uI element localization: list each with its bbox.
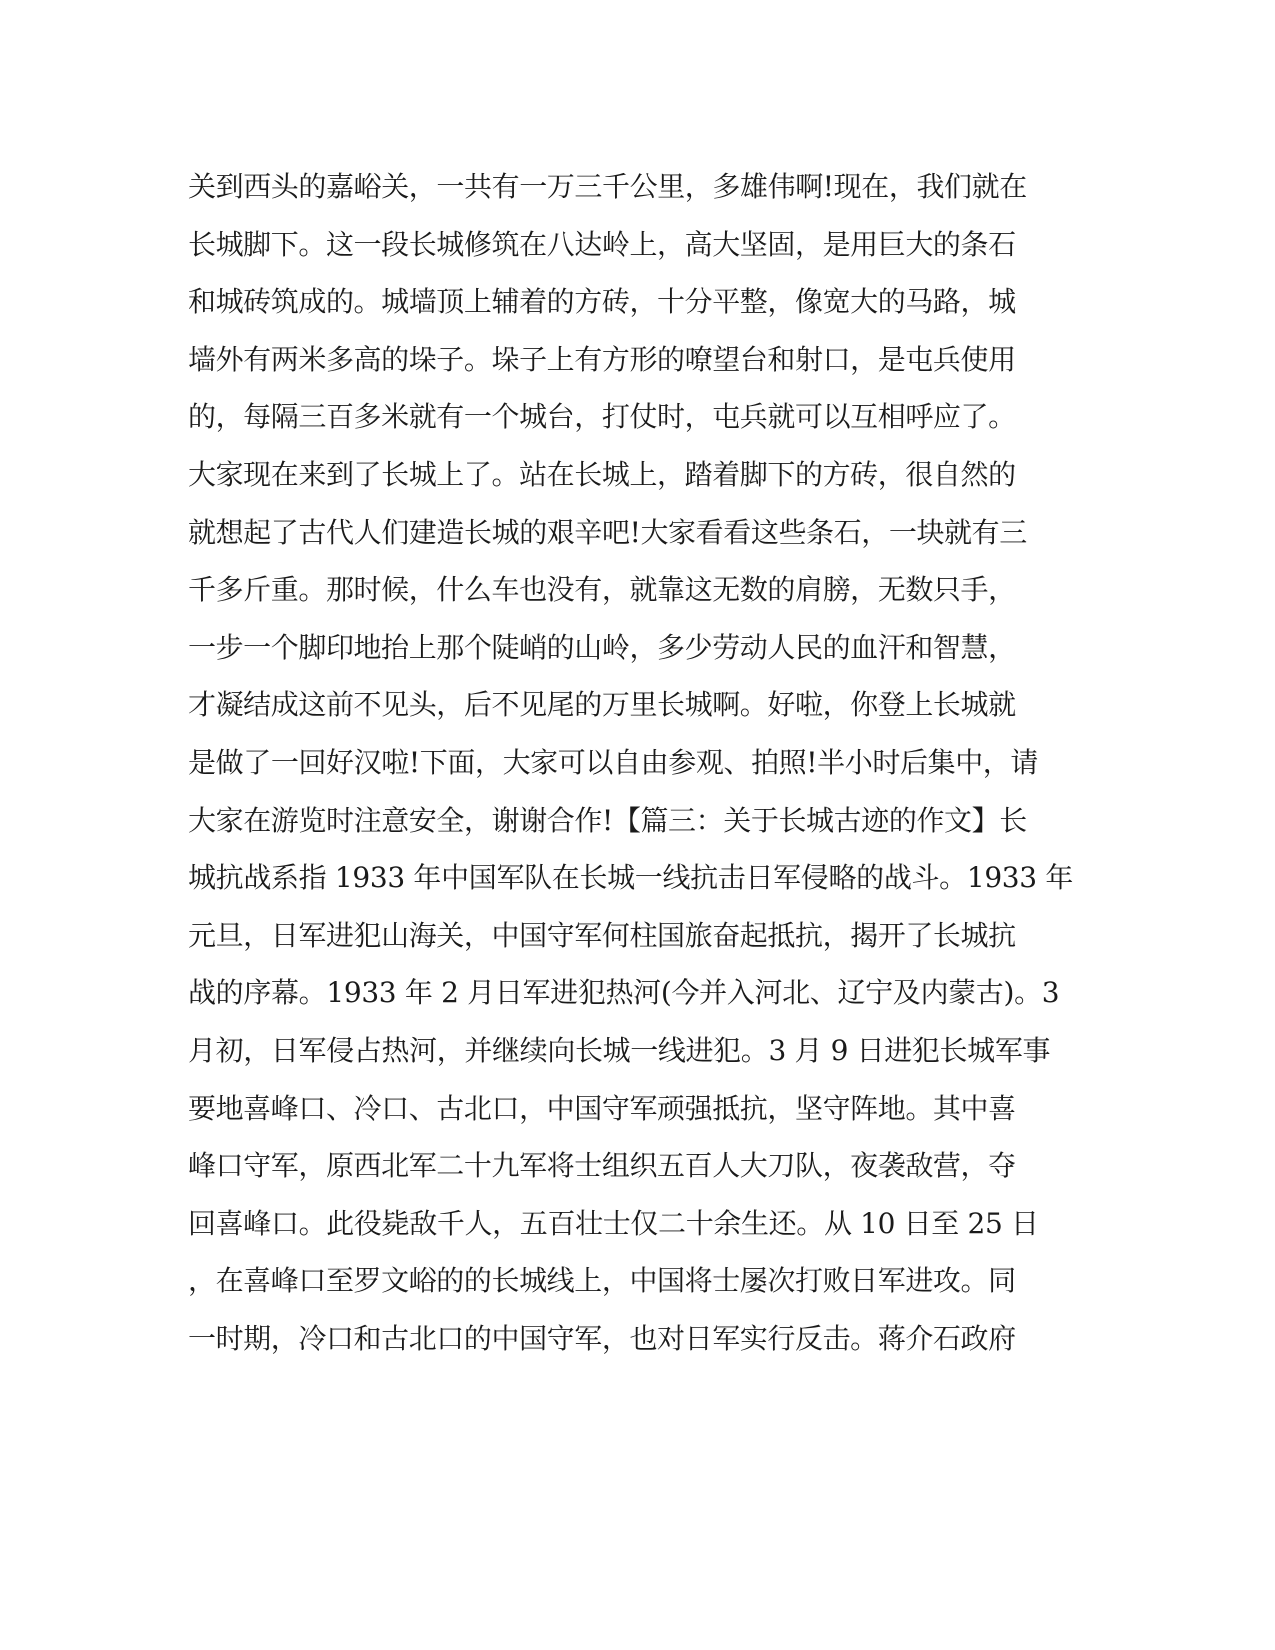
text-line: 是做了一回好汉啦!下面，大家可以自由参观、拍照!半小时后集中，请	[188, 745, 1039, 779]
text-line: 一时期，冷口和古北口的中国守军，也对日军实行反击。蒋介石政府	[188, 1321, 1016, 1355]
text-line: 的，每隔三百多米就有一个城台，打仗时，屯兵就可以互相呼应了。	[188, 400, 1016, 434]
text-line: 墙外有两米多高的垛子。垛子上有方形的嘹望台和射口，是屯兵使用	[188, 342, 1016, 376]
text-line: 大家在游览时注意安全，谢谢合作!【篇三：关于长城古迹的作文】长	[188, 803, 1027, 837]
text-line: 一步一个脚印地抬上那个陡峭的山岭，多少劳动人民的血汗和智慧，	[188, 630, 1016, 664]
text-line: 峰口守军，原西北军二十九军将士组织五百人大刀队，夜袭敌营，夺	[188, 1149, 1016, 1183]
body-text	[188, 158, 1088, 1367]
text-line: 大家现在来到了长城上了。站在长城上，踏着脚下的方砖，很自然的	[188, 457, 1016, 491]
text-line: 城抗战系指 1933 年中国军队在长城一线抗击日军侵略的战斗。1933 年	[188, 861, 1074, 895]
text-line: 回喜峰口。此役毙敌千人，五百壮士仅二十余生还。从 10 日至 25 日	[188, 1206, 1039, 1240]
text-line: 战的序幕。1933 年 2 月日军进犯热河(今并入河北、辽宁及内蒙古)。3	[188, 976, 1060, 1010]
text-line: 长城脚下。这一段长城修筑在八达岭上，高大坚固，是用巨大的条石	[188, 227, 1016, 261]
text-line: 月初，日军侵占热河，并继续向长城一线进犯。3 月 9 日进犯长城军事	[188, 1033, 1051, 1067]
text-line: 元旦，日军进犯山海关，中国守军何柱国旅奋起抵抗，揭开了长城抗	[188, 918, 1016, 952]
text-line: 千多斤重。那时候，什么车也没有，就靠这无数的肩膀，无数只手，	[188, 573, 1016, 607]
text-line: 要地喜峰口、冷口、古北口，中国守军顽强抵抗，坚守阵地。其中喜	[188, 1091, 1016, 1125]
text-line: 就想起了古代人们建造长城的艰辛吧!大家看看这些条石，一块就有三	[188, 515, 1027, 549]
text-line: 关到西头的嘉峪关，一共有一万三千公里，多雄伟啊!现在，我们就在	[188, 170, 1027, 203]
text-line: 才凝结成这前不见头，后不见尾的万里长城啊。好啦，你登上长城就	[188, 688, 1016, 722]
text-line: ，在喜峰口至罗文峪的的长城线上，中国将士屡次打败日军进攻。同	[188, 1264, 1016, 1298]
text-line: 和城砖筑成的。城墙顶上辅着的方砖，十分平整，像宽大的马路，城	[188, 285, 1016, 319]
